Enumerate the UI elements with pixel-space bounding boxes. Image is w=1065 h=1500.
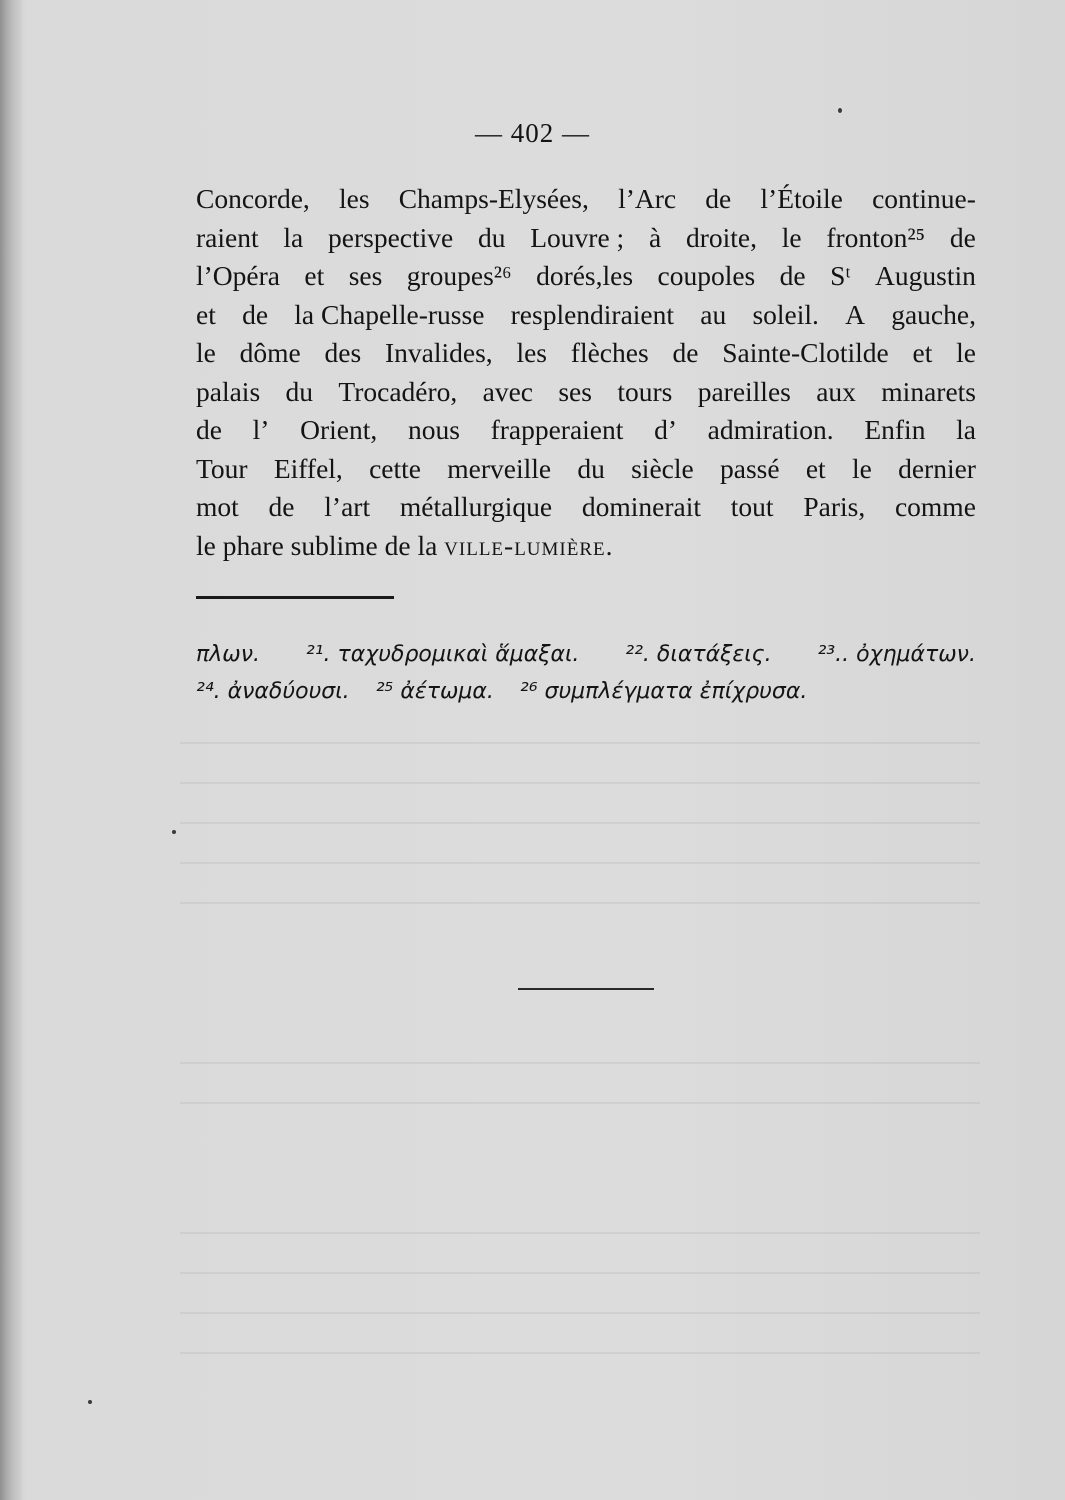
bleed-through-line (180, 1352, 980, 1354)
word: minarets (881, 375, 976, 407)
word: passé (719, 452, 780, 484)
bleed-through-line (180, 742, 980, 744)
footnote-line-1 (196, 636, 976, 673)
word: siècle (631, 452, 694, 484)
last-line-prefix: le phare sublime de la (196, 529, 445, 561)
word: et (805, 452, 826, 484)
paper-speck (88, 1400, 92, 1404)
word: Augustin (875, 260, 976, 291)
end-separator-rule (518, 988, 654, 990)
word: de (268, 491, 295, 522)
word: perspective (328, 221, 454, 253)
bleed-through-line (180, 1062, 980, 1064)
text-line (196, 373, 976, 412)
word: ses (558, 375, 592, 407)
word: nous (407, 414, 460, 445)
word: palais (196, 375, 261, 407)
word: à (648, 221, 662, 253)
word: Paris, (803, 491, 866, 522)
footnote-entry: ²³.. ὀχημάτων. (817, 642, 976, 667)
word: pareilles (697, 375, 791, 407)
paper-speck (838, 108, 842, 113)
word: les (338, 183, 370, 214)
word: Enfin (864, 414, 926, 445)
word: Concorde, (196, 183, 310, 214)
word: de (949, 221, 976, 253)
word: frapperaient (490, 414, 624, 445)
word: dôme (239, 337, 301, 368)
bleed-through-line (180, 902, 980, 904)
footnote-entry: πλων. (196, 642, 260, 667)
text-line (196, 257, 976, 296)
word: de (242, 298, 269, 330)
word: tours (617, 375, 673, 407)
word: groupes²⁶ (406, 260, 512, 291)
text-line (196, 180, 976, 219)
word: l’art (324, 491, 371, 522)
word: Champs-Elysées, (398, 183, 589, 214)
paper-speck (172, 830, 176, 834)
word: Sainte-Clotilde (722, 337, 889, 368)
word: et (196, 298, 216, 330)
word: fronton²⁵ (826, 221, 926, 253)
word: mot (196, 491, 239, 522)
footnotes-block (196, 636, 976, 710)
text-line (196, 411, 976, 450)
word: l’Arc (618, 183, 677, 214)
footnote-entry: ²⁴. ἀναδύουσι. (196, 679, 350, 704)
word: cette (369, 452, 421, 484)
word: et (304, 260, 325, 291)
word: de (705, 183, 732, 214)
word: flèches (570, 337, 649, 368)
word: A (845, 298, 865, 330)
word: comme (894, 491, 976, 522)
word: merveille (447, 452, 552, 484)
word: au (700, 298, 727, 330)
word: métallurgique (399, 491, 553, 522)
word: l’Opéra (196, 260, 280, 291)
word: Invalides, (384, 337, 493, 368)
footnote-entry: ²⁵ ἀέτωμα. (375, 679, 494, 704)
word: le (851, 452, 872, 484)
text-line (196, 450, 976, 489)
bleed-through-line (180, 1102, 980, 1104)
word: continue- (872, 183, 976, 214)
word: dorés,les (536, 260, 634, 291)
word: la (283, 221, 304, 253)
word: gauche, (891, 298, 976, 330)
word: le (956, 337, 976, 368)
word: Louvre ; (530, 221, 625, 253)
text-line (196, 334, 976, 373)
word: Orient, (300, 414, 378, 445)
word: dominerait (581, 491, 701, 522)
text-line (196, 488, 976, 527)
word: la Chapelle-russe (294, 298, 485, 330)
bleed-through-line (180, 1312, 980, 1314)
bleed-through-line (180, 862, 980, 864)
footnote-line-2 (196, 673, 976, 710)
word: du (285, 375, 314, 407)
word: Eiffel, (273, 452, 343, 484)
word: admiration. (707, 414, 834, 445)
word: de (672, 337, 699, 368)
main-paragraph (196, 180, 976, 565)
footnote-entry: ²¹. ταχυδρομικαὶ ἅμαξαι. (305, 642, 580, 667)
word: les (516, 337, 548, 368)
word: du (577, 452, 605, 484)
word: de (779, 260, 806, 291)
text-line (196, 219, 976, 258)
footnote-entry: ²². διατάξεις. (625, 642, 772, 667)
bleed-through-line (180, 1272, 980, 1274)
page-number: — 402 — (475, 118, 590, 148)
word: ses (348, 260, 383, 291)
word: Tour (196, 452, 248, 484)
page-binding-shadow (0, 0, 24, 1500)
text-line (196, 296, 976, 335)
word: l’Étoile (760, 183, 843, 214)
ville-lumiere-smallcaps: ville-lumière. (444, 529, 614, 561)
text-line-last (196, 527, 976, 566)
word: la (956, 414, 976, 445)
bleed-through-line (180, 1232, 980, 1234)
word: le (781, 221, 802, 253)
word: coupoles (657, 260, 756, 291)
word: Sᵗ (830, 260, 851, 291)
word: resplendiraient (510, 298, 675, 330)
bleed-through-line (180, 782, 980, 784)
word: le (196, 337, 216, 368)
word: aux (816, 375, 856, 407)
word: raient (196, 221, 259, 253)
word: de (196, 414, 222, 445)
word: et (912, 337, 933, 368)
word: l’ (252, 414, 270, 445)
footnote-separator-rule (196, 596, 394, 599)
word: du (477, 221, 506, 253)
word: d’ (654, 414, 677, 445)
word: Trocadéro, (338, 375, 458, 407)
bleed-through-line (180, 822, 980, 824)
footnote-entry: ²⁶ συμπλέγματα ἐπίχρυσα. (519, 679, 808, 704)
word: droite, (685, 221, 757, 253)
word: tout (730, 491, 774, 522)
word: des (324, 337, 362, 368)
word: soleil. (752, 298, 819, 330)
word: avec (482, 375, 533, 407)
word: dernier (898, 452, 976, 484)
